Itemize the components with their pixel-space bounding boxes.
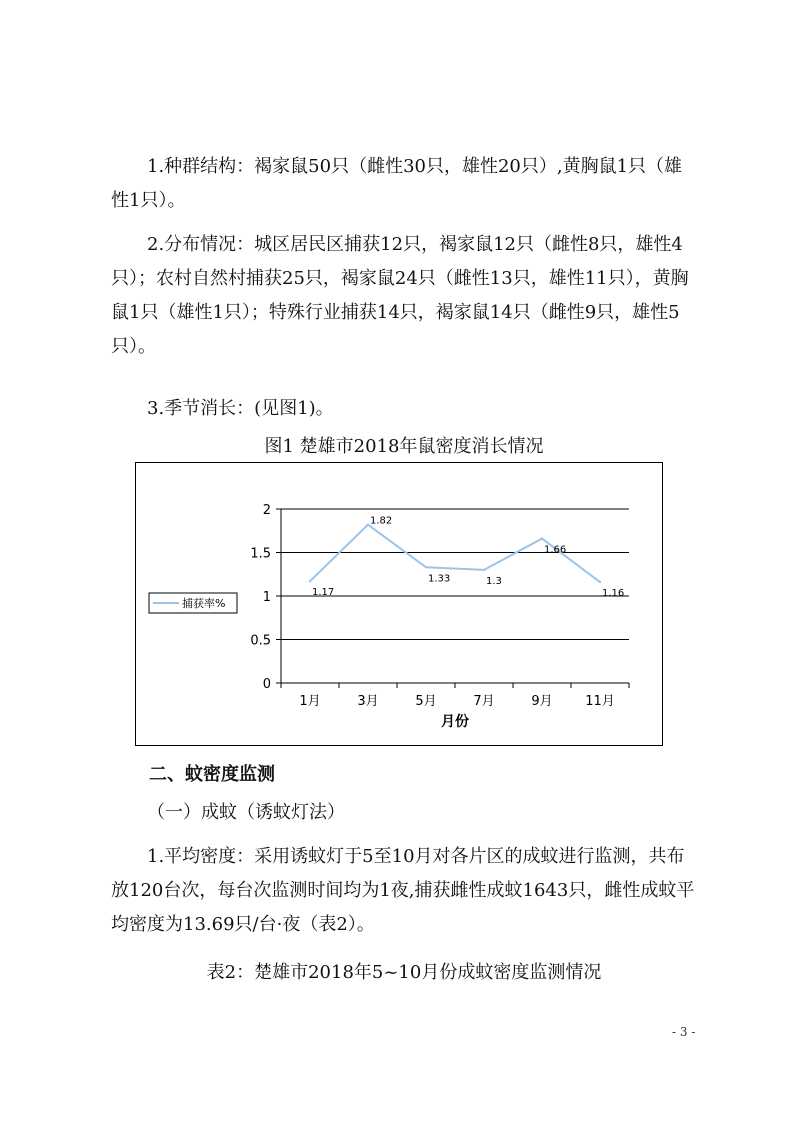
data-point: [367, 523, 369, 525]
paragraph-species-structure: 1.种群结构：褐家鼠50只（雌性30只，雄性20只）,黄胸鼠1只（雄性1只）。: [111, 156, 683, 211]
chart-frame: [135, 462, 663, 746]
paragraph-seasonal: 3.季节消长：(见图1)。: [147, 398, 334, 419]
x-axis-title: 月份: [441, 714, 469, 730]
data-label: 1.3: [486, 575, 502, 587]
x-tick-label: 7月: [473, 694, 495, 709]
figure-caption: 图1 楚雄市2018年鼠密度消长情况: [264, 436, 544, 457]
y-tick-label: 1: [262, 590, 271, 605]
data-label: 1.66: [544, 544, 567, 556]
y-tick-label: 0: [262, 677, 271, 692]
y-tick-label: 0.5: [250, 633, 271, 649]
data-point: [541, 537, 543, 539]
rodent-density-chart: [136, 463, 664, 747]
y-tick-label: 1.5: [250, 546, 271, 562]
paragraph-distribution: 2.分布情况：城区居民区捕获12只，褐家鼠12只（雌性8只，雄性4只）；农村自然村捕获25只，褐家鼠24只（雌性13只，雄性11只），黄胸鼠1只（雄性1只）；特殊行业捕获14只，褐家鼠14只（雌性9只，雄性5只）。: [111, 234, 689, 357]
data-label: 1.16: [602, 588, 625, 600]
data-label: 1.17: [312, 587, 335, 599]
data-point: [483, 569, 485, 571]
paragraph-average-density: 1.平均密度：采用诱蚊灯于5至10月对各片区的成蚊进行监测，共布放120台次，每台次监测时间均为1夜,捕获雌性成蚊1643只，雌性成蚊平均密度为13.69只/台·夜（表2）。: [111, 846, 695, 935]
section-heading: 二、蚊密度监测: [149, 764, 275, 785]
table-caption: 表2：楚雄市2018年5~10月份成蚊密度监测情况: [206, 962, 602, 983]
y-tick-label: 2: [262, 503, 271, 518]
x-tick-label: 5月: [415, 694, 437, 709]
subsection-heading: （一）成蚊（诱蚊灯法）: [147, 802, 345, 823]
data-label: 1.82: [370, 515, 393, 527]
data-point: [309, 580, 311, 582]
legend-label: 捕获率%: [182, 597, 226, 610]
series-layer: [309, 516, 624, 599]
x-tick-label: 9月: [531, 694, 553, 709]
x-tick-label: 1月: [299, 694, 321, 709]
page-number: - 3 -: [672, 1025, 696, 1039]
data-label: 1.33: [428, 573, 451, 585]
axis-layer: [250, 503, 629, 730]
x-tick-label: 3月: [357, 694, 379, 709]
data-point: [599, 581, 601, 583]
data-point: [425, 566, 427, 568]
x-tick-label: 11月: [585, 694, 615, 709]
legend-layer: [149, 593, 237, 613]
